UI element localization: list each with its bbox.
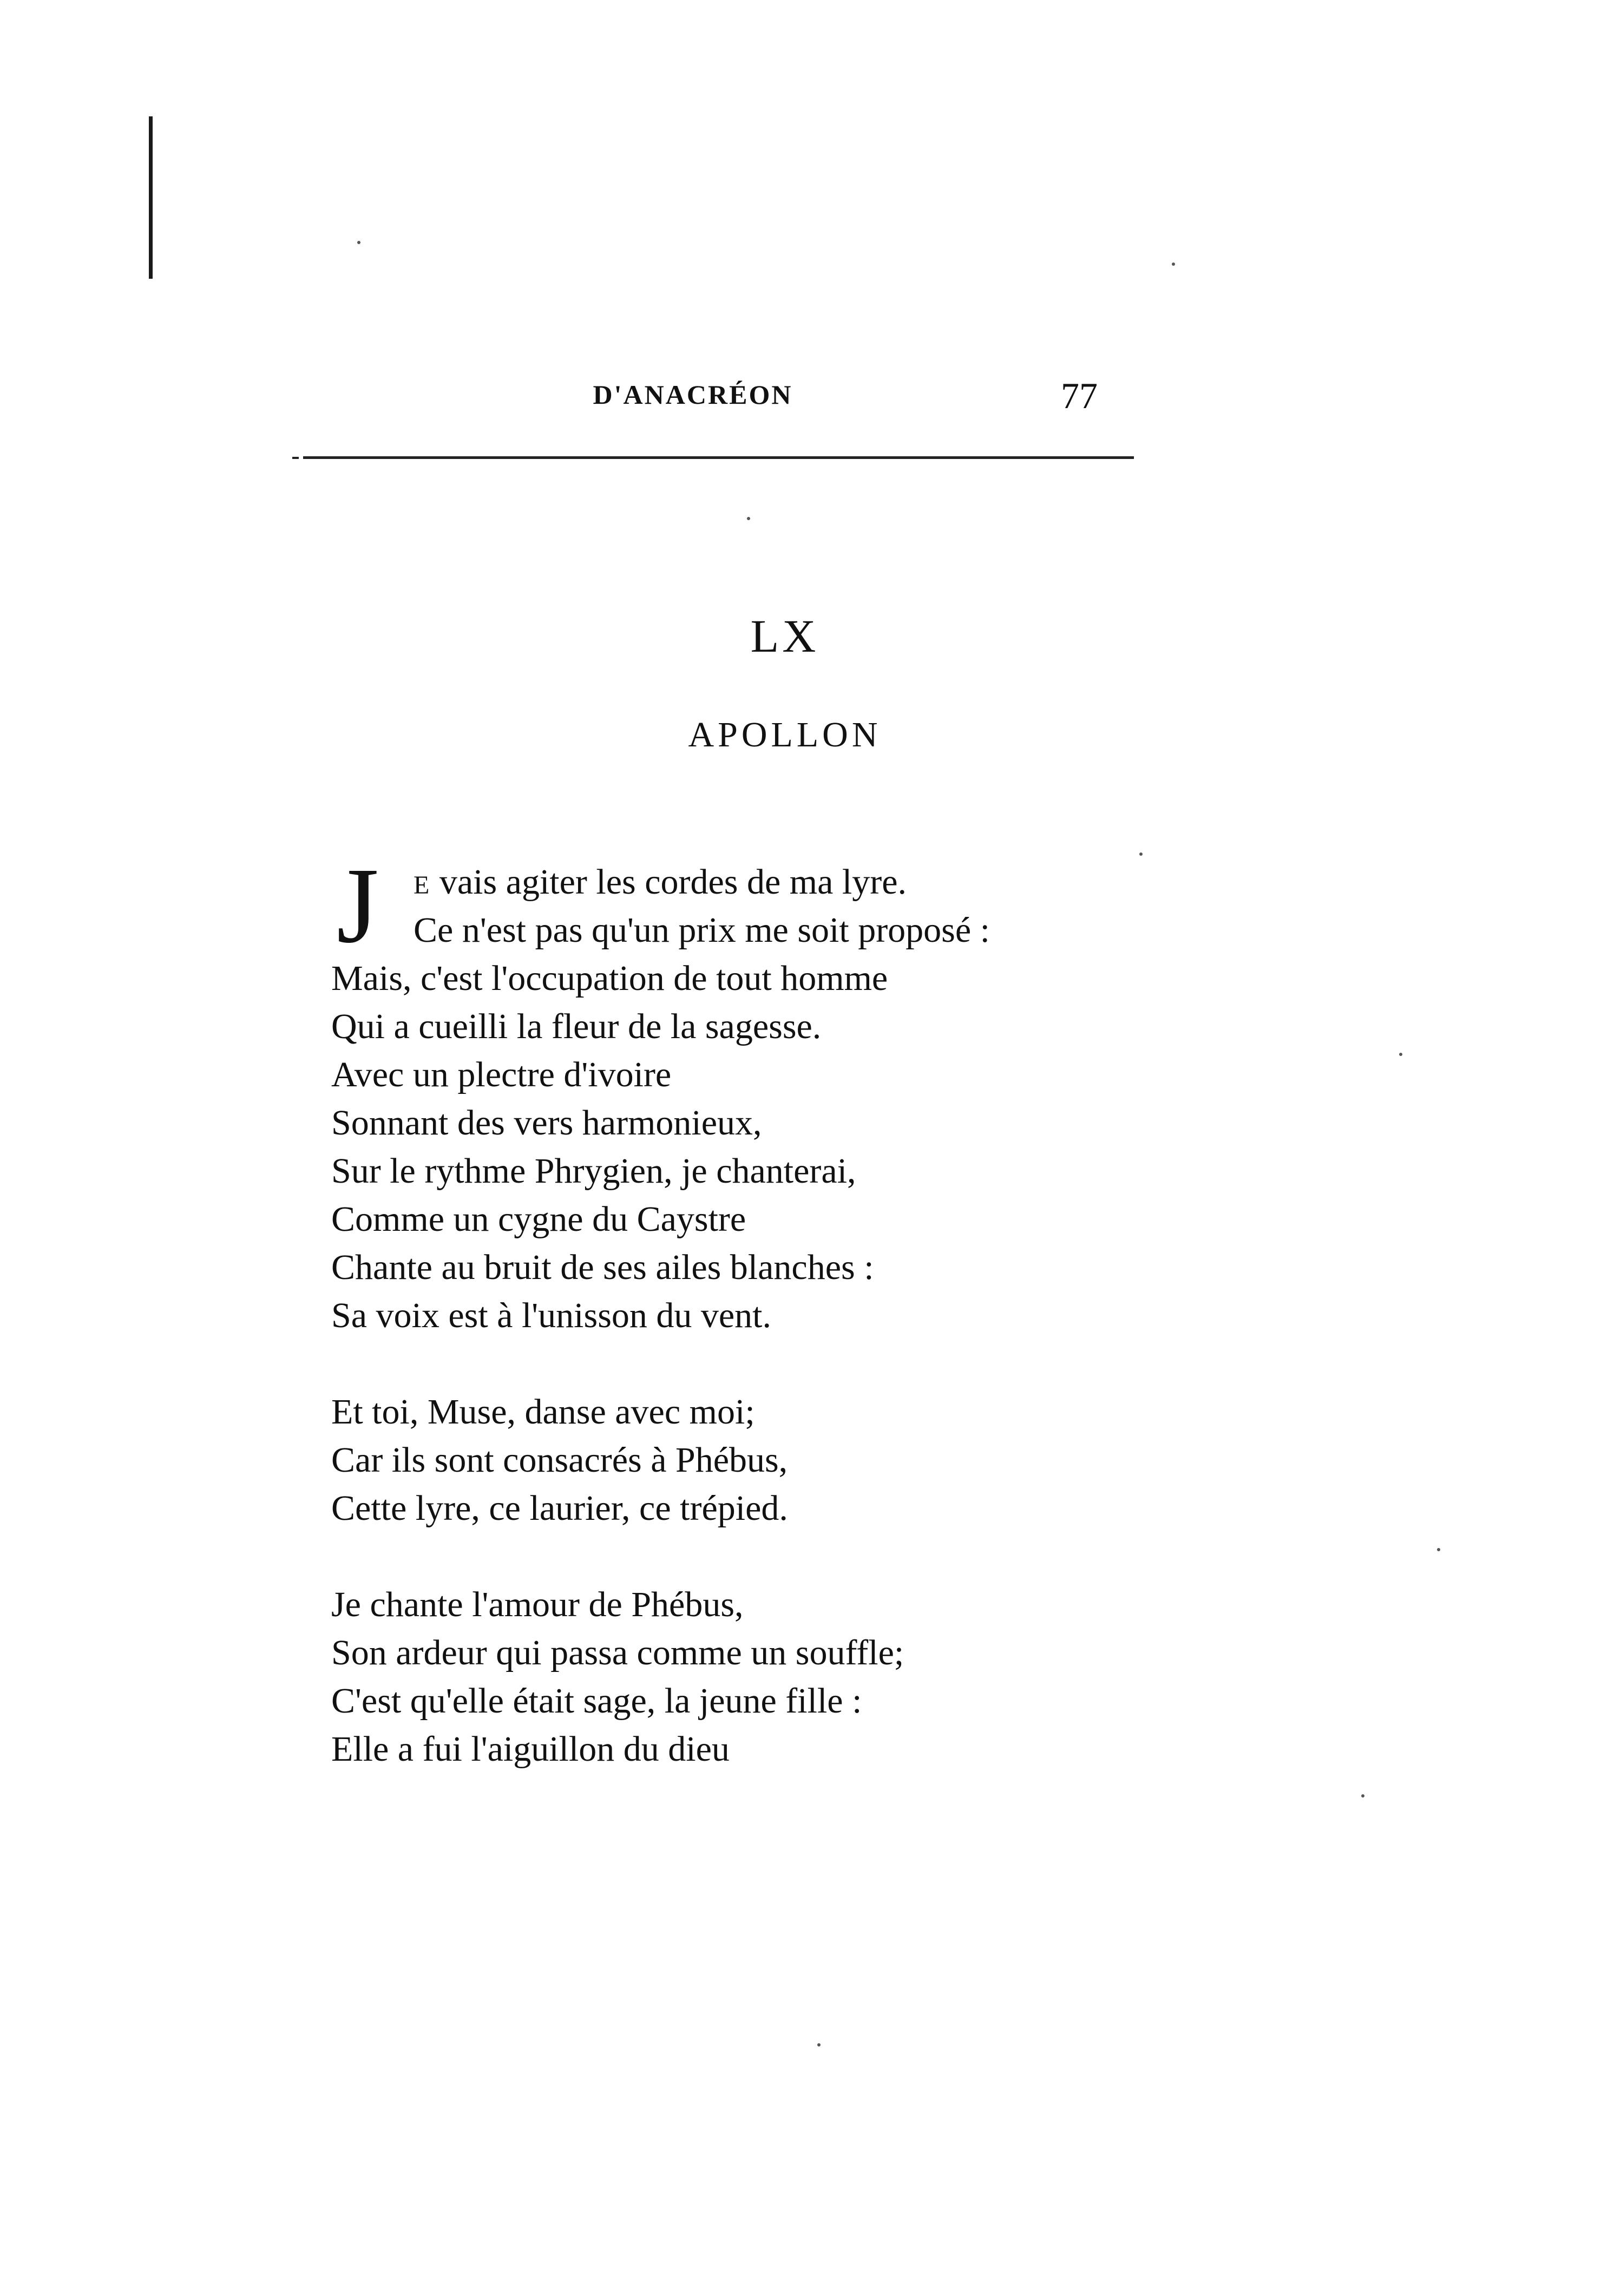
verse-line-text: vais agiter les cordes de ma lyre. bbox=[430, 862, 907, 902]
poem-number: LX bbox=[750, 610, 819, 662]
stanza bbox=[331, 1580, 1522, 1773]
verse-line: Sa voix est à l'unisson du vent. bbox=[331, 1296, 772, 1335]
poem-body bbox=[331, 846, 1522, 1821]
scan-speck bbox=[747, 517, 750, 520]
verse-line: Car ils sont consacrés à Phébus, bbox=[331, 1440, 788, 1480]
opening-lines bbox=[331, 846, 1522, 966]
verse-line: Comme un cygne du Caystre bbox=[331, 1199, 746, 1239]
header-rule bbox=[303, 456, 1134, 459]
verse-line: Et toi, Muse, danse avec moi; bbox=[331, 1392, 755, 1432]
page-number: 77 bbox=[1061, 375, 1098, 416]
scan-speck bbox=[817, 2043, 821, 2046]
scan-speck bbox=[1172, 263, 1175, 266]
stanza bbox=[331, 846, 1522, 1340]
verse-line: Mais, c'est l'occupation de tout homme bbox=[331, 959, 888, 998]
header-rule-dash bbox=[292, 457, 299, 459]
small-cap-letter: E bbox=[414, 871, 431, 900]
verse-line: Sur le rythme Phrygien, je chanterai, bbox=[331, 1151, 856, 1191]
verse-line: Sonnant des vers harmonieux, bbox=[331, 1103, 762, 1143]
verse-line: Ce n'est pas qu'un prix me soit proposé : bbox=[414, 910, 990, 950]
scan-speck bbox=[1139, 852, 1143, 856]
poem-title: APOLLON bbox=[688, 715, 882, 755]
verse-line: Elle a fui l'aiguillon du dieu bbox=[331, 1729, 730, 1769]
verse-line: Son ardeur qui passa comme un souffle; bbox=[331, 1633, 904, 1672]
verse-line: Chante au bruit de ses ailes blanches : bbox=[331, 1248, 874, 1287]
drop-cap: J bbox=[337, 846, 379, 966]
verse-line bbox=[414, 858, 907, 909]
verse-line: C'est qu'elle était sage, la jeune fille : bbox=[331, 1681, 862, 1721]
scan-speck bbox=[357, 241, 360, 244]
verse-line: Avec un plectre d'ivoire bbox=[331, 1055, 672, 1094]
stanza bbox=[331, 1388, 1522, 1532]
verse-line: Qui a cueilli la fleur de la sagesse. bbox=[331, 1007, 822, 1046]
scan-margin-mark bbox=[149, 116, 153, 279]
running-title: D'ANACRÉON bbox=[593, 379, 793, 410]
running-head bbox=[0, 375, 1601, 422]
verse-line: Cette lyre, ce laurier, ce trépied. bbox=[331, 1488, 788, 1528]
verse-line: Je chante l'amour de Phébus, bbox=[331, 1585, 744, 1624]
